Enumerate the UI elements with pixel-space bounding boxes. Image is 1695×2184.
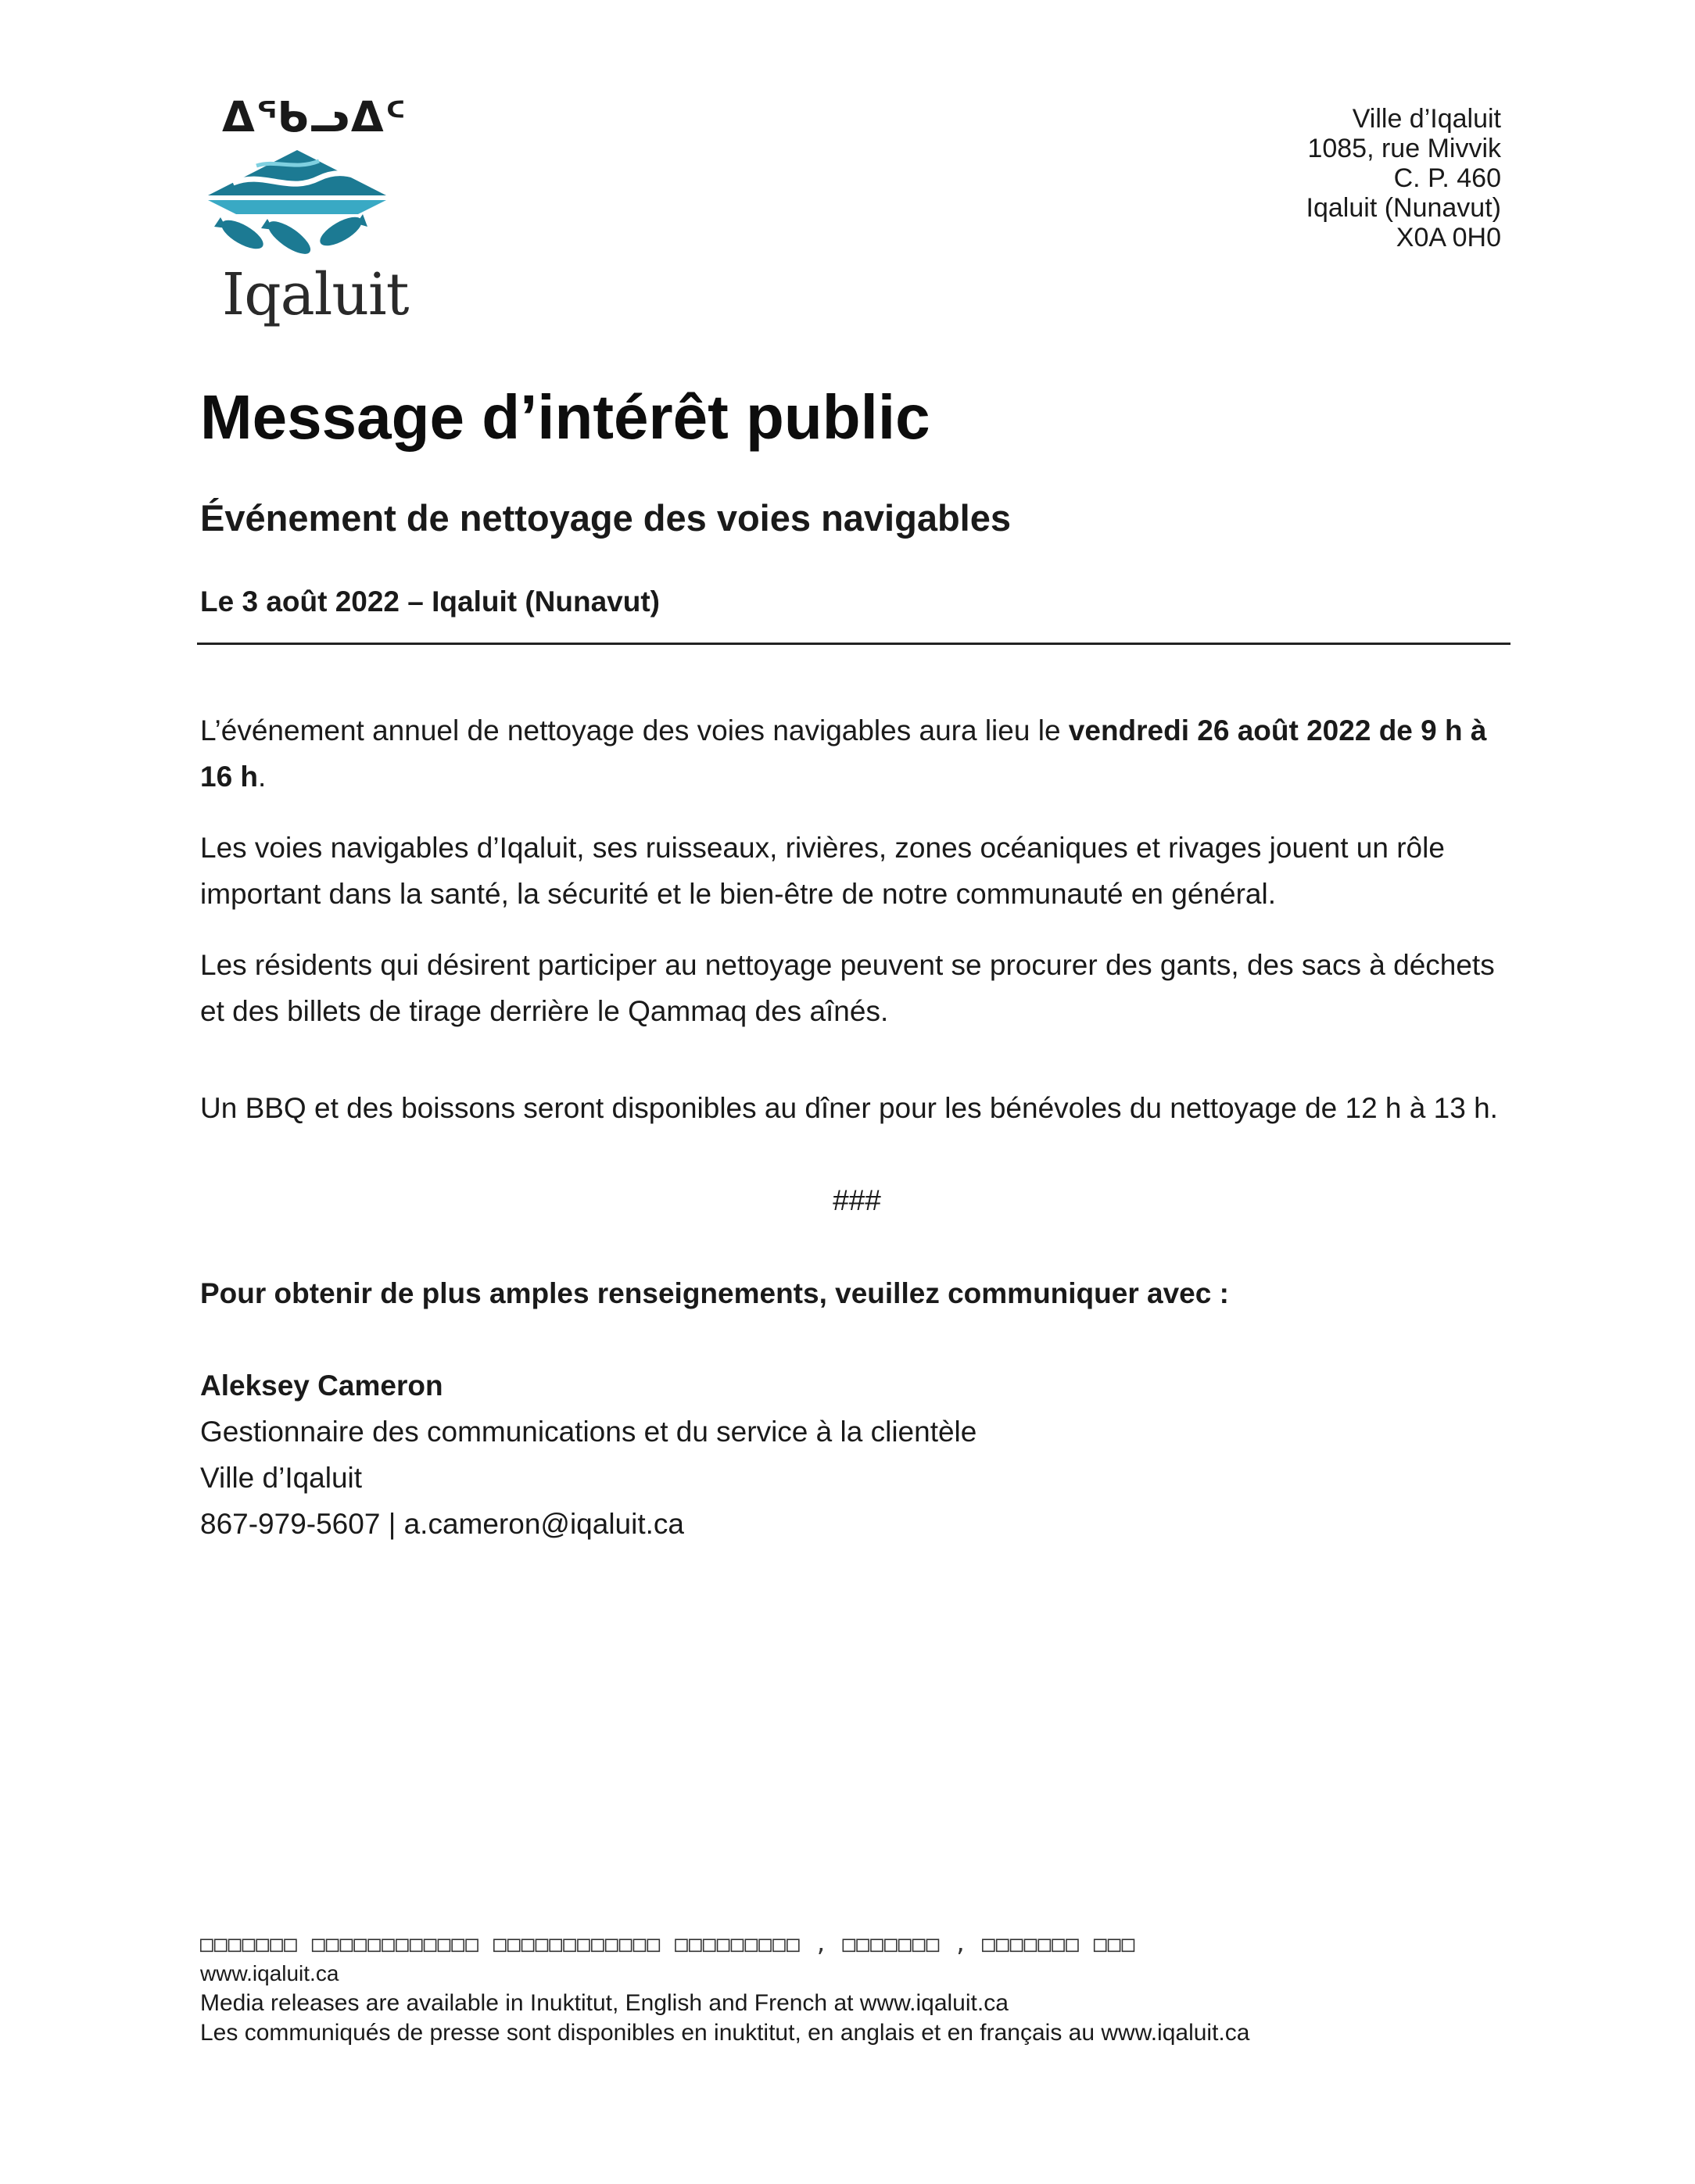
logo-syllabics: ᐃᖃᓗᐃᑦ <box>222 92 407 141</box>
dateline: Le 3 août 2022 – Iqaluit (Nunavut) <box>200 585 661 618</box>
iqaluit-logo <box>202 92 409 342</box>
horizontal-divider <box>197 643 1510 645</box>
contact-phone: 867-979-5607 <box>200 1508 381 1540</box>
logo-wordmark: Iqaluit <box>222 261 409 328</box>
contact-divider: | <box>380 1508 404 1540</box>
address-block <box>1306 104 1501 252</box>
document-title: Message d’intérêt public <box>200 382 930 452</box>
contact-role: Gestionnaire des communications et du service à la clientèle <box>200 1416 977 1448</box>
address-line: X0A 0H0 <box>1396 223 1501 252</box>
contact-heading: Pour obtenir de plus amples renseignements, veuillez communiquer avec : <box>200 1277 1229 1309</box>
paragraph-bbq: Un BBQ et des boissons seront disponibles au dîner pour les bénévoles du nettoyage de 12 h à 13 h. <box>200 1092 1498 1124</box>
paragraph-residents: Les résidents qui désirent participer au nettoyage peuvent se procurer des gants, des sacs à déchets et des billets de tirage derrière le Qammaq des aînés. <box>200 949 1495 1027</box>
footer <box>200 1929 1249 2048</box>
address-line: Iqaluit (Nunavut) <box>1306 193 1501 223</box>
address-line: C. P. 460 <box>1393 163 1501 193</box>
address-line: Ville d’Iqaluit <box>1352 104 1501 134</box>
event-datetime: vendredi 26 août 2022 de 9 h à 16 h <box>200 714 1487 793</box>
paragraph-waterways: Les voies navigables d’Iqaluit, ses ruisseaux, rivières, zones océaniques et rivages jouent un rôle important dans la santé, la sécurité et le bien-être de notre communauté en général. <box>200 832 1445 910</box>
paragraph-text: L’événement annuel de nettoyage des voies navigables aura lieu le <box>200 714 1069 746</box>
logo-emblem-icon <box>202 147 392 264</box>
footer-english-note: Media releases are available in Inuktitut, English and French at www.iqaluit.ca <box>200 1990 1009 2016</box>
footer-website-link[interactable]: www.iqaluit.ca <box>200 1961 339 1985</box>
paragraph-event <box>200 707 1514 800</box>
contact-name: Aleksey Cameron <box>200 1369 443 1402</box>
release-body <box>200 707 1514 1547</box>
contact-details <box>200 1501 1514 1547</box>
document-subtitle: Événement de nettoyage des voies navigables <box>200 497 1012 539</box>
contact-email-link[interactable]: a.cameron@iqaluit.ca <box>403 1508 684 1540</box>
end-marker: ### <box>833 1184 881 1216</box>
footer-french-note: Les communiqués de presse sont disponibles en inuktitut, en anglais et en français au www.iqaluit.ca <box>200 2020 1250 2046</box>
contact-org: Ville d’Iqaluit <box>200 1462 363 1494</box>
paragraph-end: . <box>258 761 267 793</box>
footer-inuktitut-unrendered: □□□□□□□ □□□□□□□□□□□□ □□□□□□□□□□□□ □□□□□□□□□ , □□□□□□□ , □□□□□□□ □□□ <box>200 1931 1136 1957</box>
address-line: 1085, rue Mivvik <box>1307 134 1501 163</box>
